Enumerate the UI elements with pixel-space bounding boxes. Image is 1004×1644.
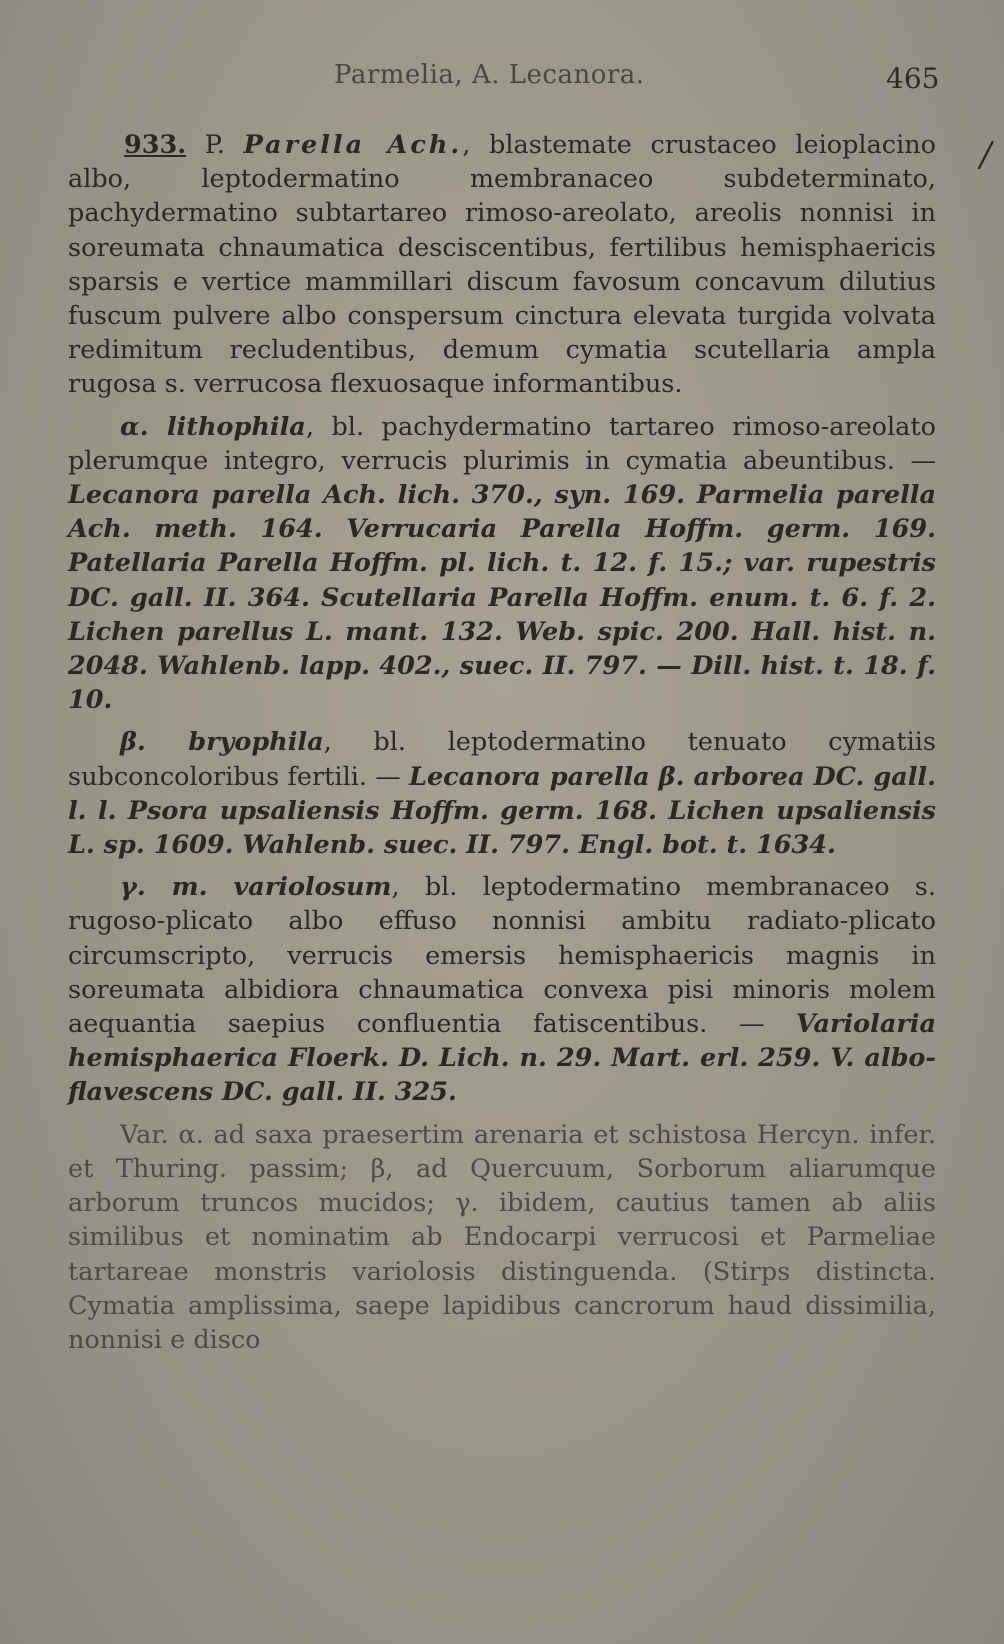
variety-alpha-description: , bl. pachydermatino tartareo rimoso-areolato plerumque integro, verrucis plurimis in cymatia abeuntibus. — xyxy=(68,411,936,476)
body-text xyxy=(68,128,936,1365)
page-number: 465 xyxy=(886,62,940,95)
variety-gamma-name: γ. m. variolosum xyxy=(120,872,392,903)
variety-beta xyxy=(68,725,936,862)
page-header xyxy=(0,60,1004,100)
variety-gamma-synonyms: Variolaria hemisphaerica Floerk. D. Lich. n. 29. Mart. erl. 259. V. albo-flavescens DC. gall. II. 325. xyxy=(68,1009,936,1108)
variety-alpha-synonyms: Lecanora parella Ach. lich. 370., syn. 169. Parmelia parella Ach. meth. 164. Verrucaria Parella Hoffm. germ. 169. Patellaria Parella Hoffm. pl. lich. t. 12. f. 15.; var. rupestris DC. gall. II. 364. Scutellaria Parella Hoffm. enum. t. 6. f. 2. Lichen parellus L. mant. 132. Web. spic. 200. Hall. hist. n. 2048. Wahlenb. lapp. 402., suec. II. 797. — Dill. hist. t. 18. f. 10. xyxy=(68,480,936,716)
genus-abbreviation: P. xyxy=(204,130,225,160)
species-number: 933. xyxy=(124,130,187,160)
variety-alpha xyxy=(68,410,936,718)
running-head: Parmelia, A. Lecanora. xyxy=(334,60,645,90)
variety-beta-description: , bl. leptodermatino tenuato cymatiis subconcoloribus fertili. — xyxy=(68,727,936,792)
variety-beta-name: β. bryophila xyxy=(120,727,324,758)
habitat-paragraph: Var. α. ad saxa praesertim arenaria et schistosa Hercyn. infer. et Thuring. passim; β, ad Quercuum, Sorborum aliarumque arborum truncos mucidos; γ. ibidem, cautius tamen ab aliis similibus et nominatim ab Endocarpi verrucosi et Parmeliae tartareae monstris variolosis distinguenda. (Stirps distincta. Cymatia amplissima, saepe lapidibus cancrorum haud dissimilia, nonnisi e disco xyxy=(68,1119,936,1355)
variety-alpha-name: α. lithophila xyxy=(120,411,306,442)
species-name: Parella Ach. xyxy=(243,130,463,160)
variety-gamma xyxy=(68,870,936,1109)
margin-mark: / xyxy=(980,135,992,175)
variety-beta-synonyms: Lecanora parella β. arborea DC. gall. l. l. Psora upsaliensis Hoffm. germ. 168. Lichen upsaliensis L. sp. 1609. Wahlenb. suec. II. 797. Engl. bot. t. 1634. xyxy=(68,761,936,861)
species-diagnosis: , blastemate crustaceo leioplacino albo, leptodermatino membranaceo subdeterminato, pachydermatino subtartareo rimoso-areolato, areolis nonnisi in soreumata chnaumatica desciscentibus, fertilibus hemisphaericis sparsis e vertice mammillari discum favosum concavum dilutius fuscum pulvere albo conspersum cinctura elevata turgida volvata redimitum recludentibus, demum cymatia scutellaria ampla rugosa s. verrucosa flexuosaque informantibus. xyxy=(68,130,937,400)
species-entry xyxy=(68,128,936,402)
variety-gamma-description: , bl. leptodermatino membranaceo s. rugoso-plicato albo effuso nonnisi ambitu radiato-plicato circumscripto, verrucis emersis hemisphaericis magnis in soreumata albidiora chnaumatica convexa pisi minoris molem aequantia saepius confluentia fatiscentibus. — xyxy=(68,872,936,1040)
